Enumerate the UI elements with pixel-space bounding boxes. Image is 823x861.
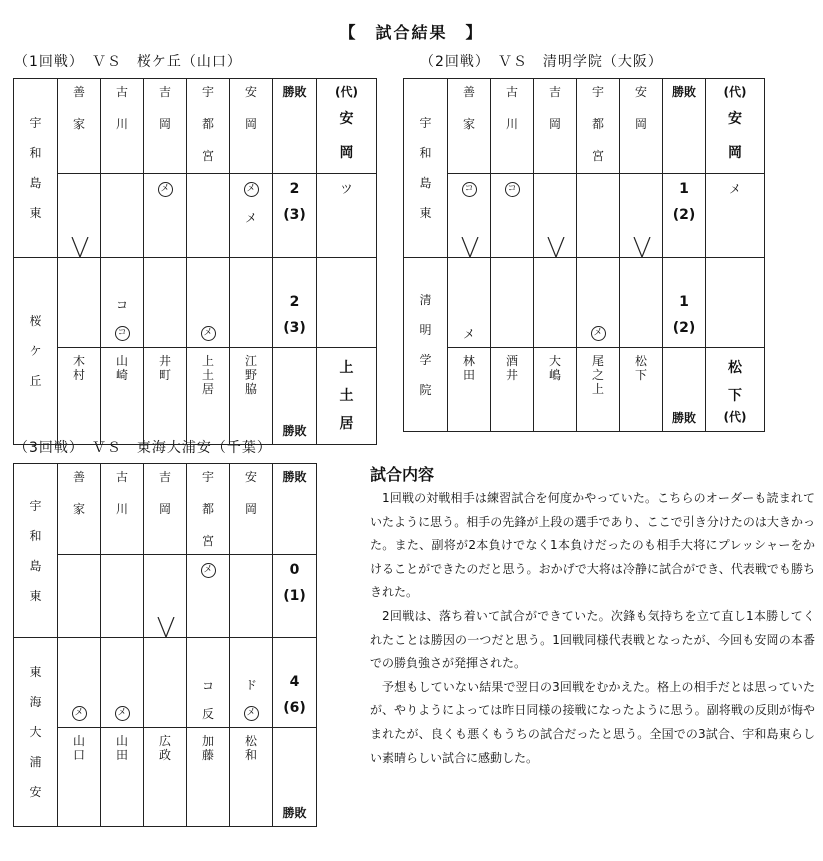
home-representative bbox=[706, 79, 765, 174]
player-char: 宮 bbox=[591, 149, 604, 163]
away-team-name bbox=[404, 258, 448, 432]
home-bout-5 bbox=[620, 174, 663, 258]
home-score: 0 (1) bbox=[273, 555, 317, 638]
rep-name-char: 上 bbox=[339, 360, 354, 376]
player-char: 宇 bbox=[201, 85, 214, 99]
home-player-5 bbox=[230, 464, 273, 555]
player-char: 安 bbox=[244, 470, 257, 484]
away-score: 2 (3) bbox=[273, 258, 317, 348]
away-player-1 bbox=[448, 348, 491, 432]
player-char: 古 bbox=[505, 85, 518, 99]
away-bout-2 bbox=[491, 258, 534, 348]
away-player-2 bbox=[101, 728, 144, 827]
home-team-name bbox=[14, 79, 58, 258]
home-player-1 bbox=[58, 79, 101, 174]
away-bout-2 bbox=[101, 638, 144, 728]
mark: メ bbox=[462, 327, 475, 341]
draw-mark-icon bbox=[632, 237, 652, 258]
player-char: 都 bbox=[591, 117, 604, 131]
player-char: 上 bbox=[591, 382, 604, 396]
team-char: 島 bbox=[29, 558, 42, 573]
home-player-2 bbox=[101, 79, 144, 174]
away-representative bbox=[706, 348, 765, 432]
home-player-4 bbox=[187, 79, 230, 174]
summary-paragraph-1: 1回戦の対戦相手は練習試合を何度かやっていた。こちらのオーダーも読まれていたように思う。相手の先鋒が上段の選手であり、ここで引き分けたのは大きかった。また、副将が2本負けでなく1本負けだったのも相手大将にプレッシャーをかけることができたのだと思う。おかげで大将は冷静に試合ができ、代表戦でも勝ちきれた。 bbox=[370, 491, 815, 600]
player-char: 広 bbox=[158, 734, 171, 748]
home-player-3 bbox=[144, 79, 187, 174]
away-bout-5 bbox=[230, 258, 273, 348]
away-result-label: 勝敗 bbox=[273, 348, 317, 445]
away-player-5 bbox=[230, 348, 273, 445]
player-char: 古 bbox=[115, 470, 128, 484]
circled-mark: メ bbox=[591, 326, 606, 341]
player-char: 川 bbox=[505, 117, 518, 131]
away-result-label: 勝敗 bbox=[663, 348, 706, 432]
team-char: 宇 bbox=[29, 116, 42, 130]
rep-label: (代) bbox=[723, 410, 747, 424]
away-player-4 bbox=[187, 728, 230, 827]
home-bout-3 bbox=[144, 555, 187, 638]
rep-name-char: 安 bbox=[728, 111, 742, 127]
draw-mark-icon bbox=[70, 237, 90, 258]
home-result-label: 勝敗 bbox=[273, 79, 317, 174]
circled-mark: メ bbox=[244, 706, 259, 721]
home-player-5 bbox=[230, 79, 273, 174]
player-char: 安 bbox=[634, 85, 647, 99]
home-player-2 bbox=[101, 464, 144, 555]
away-rep-bout bbox=[706, 258, 765, 348]
circled-mark: メ bbox=[201, 563, 216, 578]
away-player-4 bbox=[187, 348, 230, 445]
player-char: 村 bbox=[72, 368, 85, 382]
home-representative bbox=[317, 79, 377, 174]
player-char: 尾 bbox=[591, 354, 604, 368]
player-char: 之 bbox=[591, 368, 604, 382]
home-player-1 bbox=[58, 464, 101, 555]
player-char: 家 bbox=[72, 117, 85, 131]
home-player-1 bbox=[448, 79, 491, 174]
player-char: 江 bbox=[244, 354, 257, 368]
mark: コ bbox=[201, 679, 214, 693]
away-player-3 bbox=[144, 348, 187, 445]
team-char: 和 bbox=[29, 146, 42, 160]
page-title: 【 試合結果 】 bbox=[339, 23, 484, 42]
home-team-name bbox=[14, 464, 58, 638]
player-char: 加 bbox=[201, 734, 214, 748]
home-bout-4 bbox=[577, 174, 620, 258]
player-char: 井 bbox=[158, 354, 171, 368]
team-char: 和 bbox=[29, 528, 42, 543]
team-char: 丘 bbox=[29, 374, 42, 388]
home-player-3 bbox=[534, 79, 577, 174]
player-char: 井 bbox=[505, 368, 518, 382]
player-char: 藤 bbox=[201, 748, 214, 762]
team-char: 宇 bbox=[419, 116, 432, 130]
away-team-name bbox=[14, 638, 58, 827]
player-char: 宮 bbox=[201, 149, 214, 163]
summary-heading: 試合内容 bbox=[370, 465, 435, 484]
home-player-4 bbox=[577, 79, 620, 174]
team-char: 東 bbox=[419, 206, 432, 220]
away-score: 1 (2) bbox=[663, 258, 706, 348]
away-bout-1 bbox=[58, 638, 101, 728]
player-char: 吉 bbox=[158, 85, 171, 99]
rep-name-char: 土 bbox=[339, 388, 354, 404]
home-score: 2 (3) bbox=[273, 174, 317, 258]
home-bout-5 bbox=[230, 174, 273, 258]
team-char: 宇 bbox=[29, 498, 42, 513]
player-char: 脇 bbox=[244, 382, 257, 396]
player-char: 田 bbox=[462, 368, 475, 382]
mark: メ bbox=[244, 211, 257, 225]
home-team-name bbox=[404, 79, 448, 258]
team-char: 桜 bbox=[29, 314, 42, 328]
circled-mark: メ bbox=[115, 706, 130, 721]
home-bout-2 bbox=[101, 174, 144, 258]
player-char: 山 bbox=[115, 354, 128, 368]
player-char: 岡 bbox=[244, 117, 257, 131]
circled-mark: コ bbox=[462, 182, 477, 197]
player-char: 家 bbox=[72, 502, 85, 516]
away-bout-1 bbox=[448, 258, 491, 348]
team-char: 院 bbox=[419, 382, 432, 397]
rep-name-char: 安 bbox=[339, 111, 354, 127]
player-char: 居 bbox=[201, 382, 214, 396]
team-char: 東 bbox=[29, 665, 42, 679]
away-result-label: 勝敗 bbox=[273, 728, 317, 827]
rep-label: (代) bbox=[335, 85, 358, 99]
player-char: 宮 bbox=[201, 534, 214, 548]
home-bout-2 bbox=[101, 555, 144, 638]
player-char: 都 bbox=[201, 502, 214, 516]
player-char: 林 bbox=[462, 354, 475, 368]
player-char: 善 bbox=[72, 470, 85, 484]
draw-mark-icon bbox=[156, 617, 176, 638]
away-player-1 bbox=[58, 348, 101, 445]
away-bout-3 bbox=[144, 258, 187, 348]
player-char: 嶋 bbox=[548, 368, 561, 382]
team-char: 清 bbox=[419, 292, 432, 307]
circled-mark: コ bbox=[505, 182, 520, 197]
player-char: 町 bbox=[158, 368, 171, 382]
player-char: 岡 bbox=[158, 117, 171, 131]
rep-name-char: 松 bbox=[728, 360, 742, 376]
away-bout-5 bbox=[230, 638, 273, 728]
player-char: 家 bbox=[462, 117, 475, 131]
away-bout-2 bbox=[101, 258, 144, 348]
player-char: 政 bbox=[158, 748, 171, 762]
player-char: 山 bbox=[115, 734, 128, 748]
player-char: 川 bbox=[115, 502, 128, 516]
mark: コ bbox=[115, 298, 128, 312]
rep-name-char: 岡 bbox=[728, 145, 742, 161]
player-char: 山 bbox=[72, 734, 85, 748]
player-char: 松 bbox=[634, 354, 647, 368]
home-rep-bout: ツ bbox=[317, 174, 377, 258]
away-player-5 bbox=[230, 728, 273, 827]
player-char: 岡 bbox=[244, 502, 257, 516]
rep-name-char: 下 bbox=[728, 388, 742, 404]
away-player-2 bbox=[101, 348, 144, 445]
player-char: 都 bbox=[201, 117, 214, 131]
team-char: 東 bbox=[29, 206, 42, 220]
player-char: 岡 bbox=[548, 117, 561, 131]
player-char: 吉 bbox=[158, 470, 171, 484]
away-bout-5 bbox=[620, 258, 663, 348]
summary-paragraph-2: 2回戦は、落ち着いて試合ができていた。次鋒も気持ちを立て直し1本勝してくれたことは勝因の一つだと思う。1回戦同様代表戦となったが、今回も安岡の本番での勝負強さが発揮された。 bbox=[370, 608, 815, 671]
away-bout-3 bbox=[534, 258, 577, 348]
home-bout-1 bbox=[58, 174, 101, 258]
player-char: 安 bbox=[244, 85, 257, 99]
team-char: 明 bbox=[419, 322, 432, 337]
home-result-label: 勝敗 bbox=[273, 464, 317, 555]
home-bout-1 bbox=[58, 555, 101, 638]
player-char: 古 bbox=[115, 85, 128, 99]
player-char: 田 bbox=[115, 748, 128, 762]
home-score: 1 (2) bbox=[663, 174, 706, 258]
away-player-3 bbox=[534, 348, 577, 432]
home-player-5 bbox=[620, 79, 663, 174]
summary-paragraph-3: 予想もしていない結果で翌日の3回戦をむかえた。格上の相手だとは思っていたが、やりようによっては昨日同様の接戦になったように思う。副将戦の反則が悔やまれたが、良くも悪くもうちの試合だったと思う。全国での3試合、宇和島東らしい素晴らしい試合に感動した。 bbox=[370, 679, 815, 765]
match-2-header: （2回戦） ＶＳ 清明学院（大阪） bbox=[420, 54, 663, 70]
team-char: 浦 bbox=[29, 755, 42, 769]
team-char: 島 bbox=[419, 176, 432, 190]
player-char: 土 bbox=[201, 368, 214, 382]
rep-name-char: 居 bbox=[339, 416, 354, 432]
player-char: 和 bbox=[244, 748, 257, 762]
away-team-name bbox=[14, 258, 58, 445]
team-char: 東 bbox=[29, 588, 42, 603]
match-1-header: （1回戦） ＶＳ 桜ケ丘（山口） bbox=[14, 54, 242, 70]
player-char: 岡 bbox=[634, 117, 647, 131]
player-char: 善 bbox=[462, 85, 475, 99]
match-3-header: （3回戦） ＶＳ 東海大浦安（千葉） bbox=[14, 440, 272, 456]
player-char: 口 bbox=[72, 748, 85, 762]
player-char: 川 bbox=[115, 117, 128, 131]
mark: 反 bbox=[201, 707, 214, 721]
away-bout-4 bbox=[577, 258, 620, 348]
away-score: 4 (6) bbox=[273, 638, 317, 728]
player-char: 大 bbox=[548, 354, 561, 368]
player-char: 野 bbox=[244, 368, 257, 382]
rep-label: (代) bbox=[723, 85, 747, 99]
away-player-4 bbox=[577, 348, 620, 432]
team-char: 大 bbox=[29, 725, 42, 739]
home-bout-4 bbox=[187, 174, 230, 258]
team-char: 学 bbox=[419, 352, 432, 367]
home-bout-3 bbox=[144, 174, 187, 258]
circled-mark: メ bbox=[201, 326, 216, 341]
home-player-3 bbox=[144, 464, 187, 555]
home-bout-4 bbox=[187, 555, 230, 638]
circled-mark: メ bbox=[244, 182, 259, 197]
player-char: 酒 bbox=[505, 354, 518, 368]
away-player-5 bbox=[620, 348, 663, 432]
home-bout-1 bbox=[448, 174, 491, 258]
team-char: 島 bbox=[29, 176, 42, 190]
home-bout-3 bbox=[534, 174, 577, 258]
away-player-1 bbox=[58, 728, 101, 827]
home-player-4 bbox=[187, 464, 230, 555]
player-char: 吉 bbox=[548, 85, 561, 99]
away-player-2 bbox=[491, 348, 534, 432]
player-char: 崎 bbox=[115, 368, 128, 382]
home-bout-5 bbox=[230, 555, 273, 638]
home-rep-bout: メ bbox=[706, 174, 765, 258]
player-char: 下 bbox=[634, 368, 647, 382]
player-char: 岡 bbox=[158, 502, 171, 516]
player-char: 宇 bbox=[591, 85, 604, 99]
circled-mark: コ bbox=[115, 326, 130, 341]
away-bout-3 bbox=[144, 638, 187, 728]
summary-text bbox=[370, 487, 815, 770]
home-player-2 bbox=[491, 79, 534, 174]
away-bout-1 bbox=[58, 258, 101, 348]
draw-mark-icon bbox=[460, 237, 480, 258]
player-char: 松 bbox=[244, 734, 257, 748]
mark: ド bbox=[244, 678, 257, 692]
player-char: 宇 bbox=[201, 470, 214, 484]
player-char: 上 bbox=[201, 354, 214, 368]
away-bout-4 bbox=[187, 638, 230, 728]
home-bout-2 bbox=[491, 174, 534, 258]
away-rep-bout bbox=[317, 258, 377, 348]
home-result-label: 勝敗 bbox=[663, 79, 706, 174]
player-char: 木 bbox=[72, 354, 85, 368]
away-player-3 bbox=[144, 728, 187, 827]
away-representative bbox=[317, 348, 377, 445]
team-char: 和 bbox=[419, 146, 432, 160]
circled-mark: メ bbox=[72, 706, 87, 721]
draw-mark-icon bbox=[546, 237, 566, 258]
team-char: 海 bbox=[29, 695, 42, 709]
team-char: 安 bbox=[29, 785, 42, 799]
player-char: 善 bbox=[72, 85, 85, 99]
away-bout-4 bbox=[187, 258, 230, 348]
circled-mark: メ bbox=[158, 182, 173, 197]
rep-name-char: 岡 bbox=[339, 145, 354, 161]
team-char: ケ bbox=[29, 344, 42, 358]
